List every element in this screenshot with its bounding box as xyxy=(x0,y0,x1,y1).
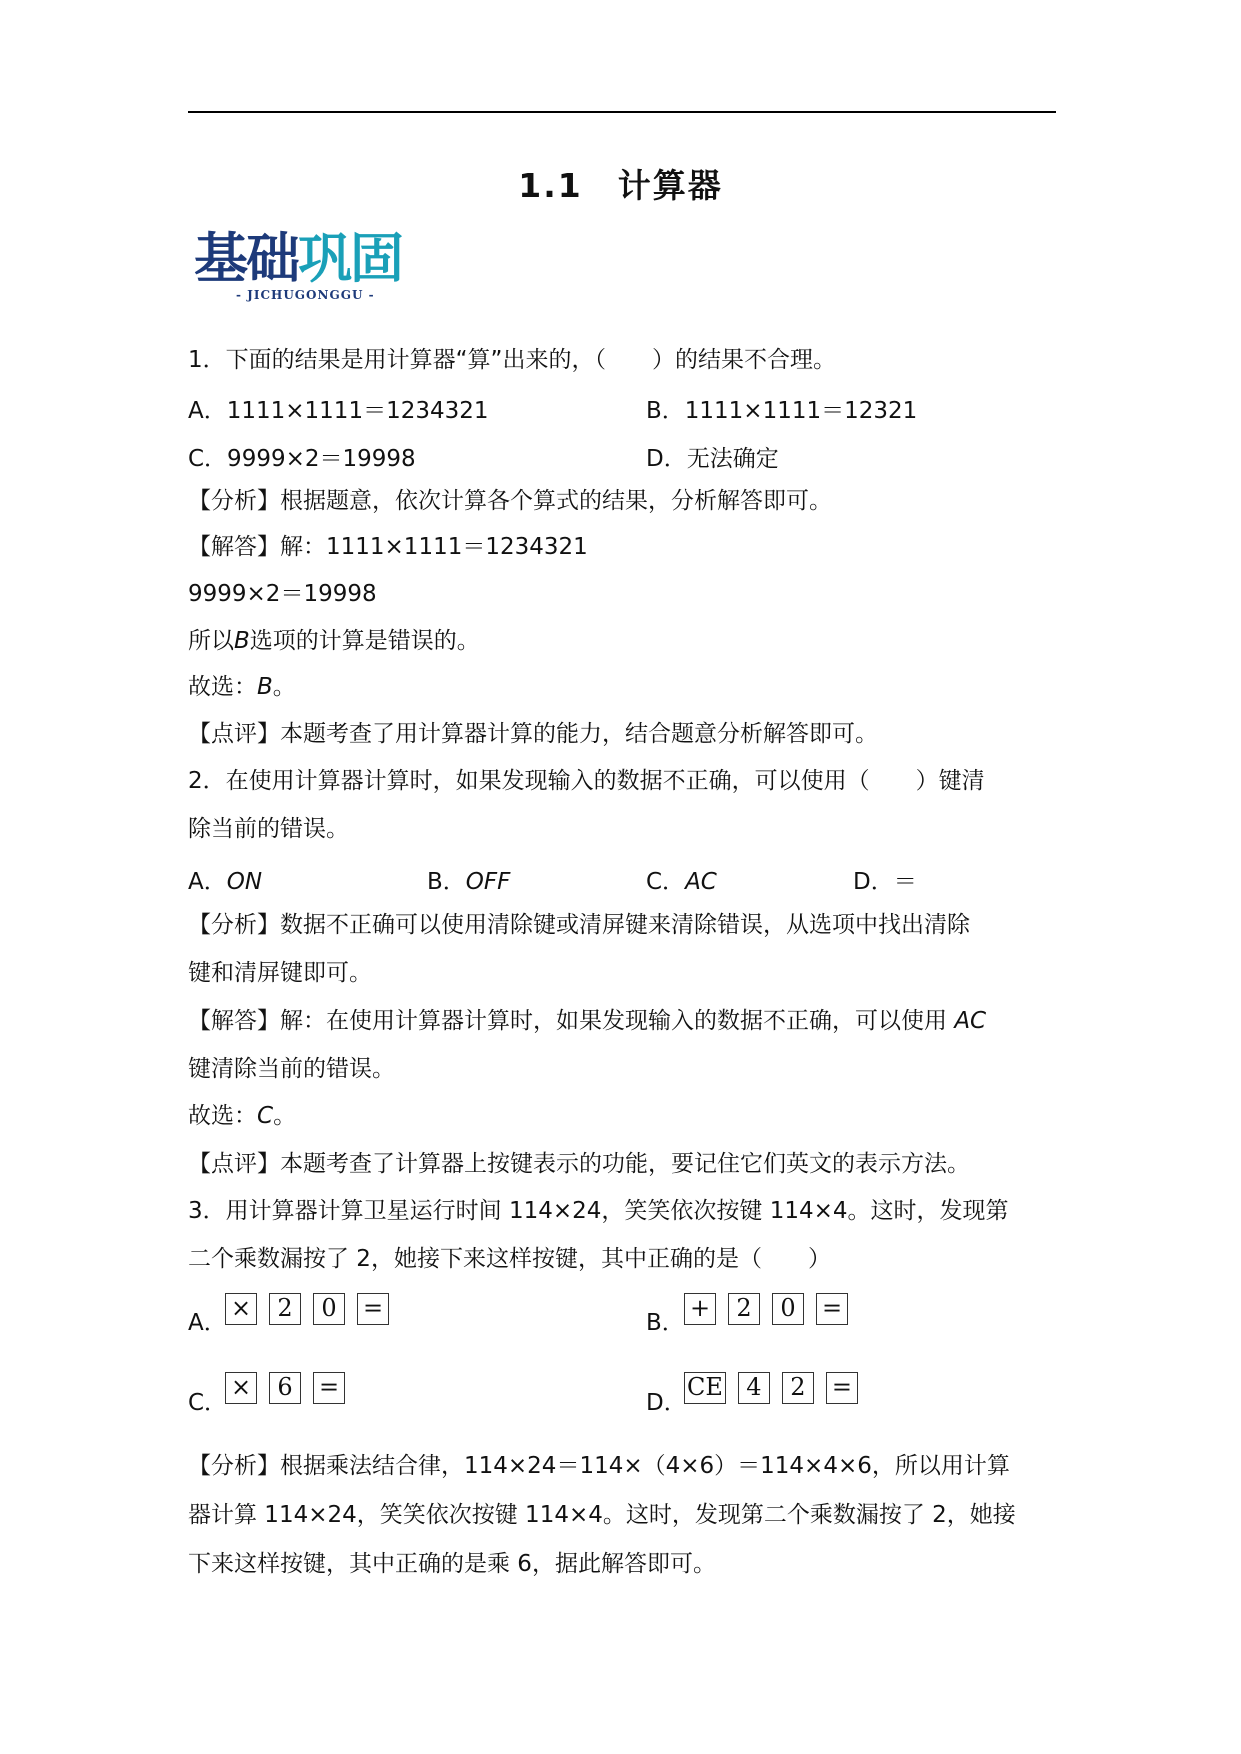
q1-answer-line-3: 所以B选项的计算是错误的。 xyxy=(188,628,480,654)
calculator-key: CE xyxy=(684,1372,726,1404)
q2-option-a: A．ON xyxy=(188,869,263,895)
q1-review: 【点评】本题考查了用计算器计算的能力，结合题意分析解答即可。 xyxy=(188,721,878,747)
calculator-key: = xyxy=(357,1293,389,1325)
q2-analysis-line-2: 键和清屏键即可。 xyxy=(188,960,372,986)
logo-text: 基础巩固 xyxy=(194,227,402,290)
q1-option-c: C．9999×2＝19998 xyxy=(188,446,416,472)
calculator-key: = xyxy=(816,1293,848,1325)
q1-option-a: A．1111×1111＝1234321 xyxy=(188,398,489,424)
calculator-key: × xyxy=(225,1372,257,1404)
q1-answer-line-2: 9999×2＝19998 xyxy=(188,581,377,607)
calculator-key: × xyxy=(225,1293,257,1325)
q1-stem: 1．下面的结果是用计算器“算”出来的，（ ）的结果不合理。 xyxy=(188,347,836,373)
q3-option-a-label: A． xyxy=(188,1310,227,1336)
q1-choice: 故选：B。 xyxy=(188,674,296,700)
q2-stem-line-1: 2．在使用计算器计算时，如果发现输入的数据不正确，可以使用（ ）键清 xyxy=(188,768,985,794)
q2-choice: 故选：C。 xyxy=(188,1103,297,1129)
q3-option-b-label: B． xyxy=(646,1310,685,1336)
q3-option-d-keys xyxy=(684,1372,870,1404)
section-logo xyxy=(194,227,426,304)
q2-stem-line-2: 除当前的错误。 xyxy=(188,816,349,842)
q1-option-d: D．无法确定 xyxy=(646,446,779,472)
q2-review: 【点评】本题考查了计算器上按键表示的功能，要记住它们英文的表示方法。 xyxy=(188,1151,970,1177)
calculator-key: 2 xyxy=(269,1293,301,1325)
q3-option-c-label: C． xyxy=(188,1390,228,1416)
calculator-key: = xyxy=(826,1372,858,1404)
q2-answer-line-2: 键清除当前的错误。 xyxy=(188,1056,395,1082)
q3-option-a-keys xyxy=(225,1293,401,1325)
q1-option-b: B．1111×1111＝12321 xyxy=(646,398,918,424)
q3-stem-line-1: 3．用计算器计算卫星运行时间 114×24，笑笑依次按键 114×4。这时，发现第 xyxy=(188,1198,1009,1224)
calculator-key: 4 xyxy=(738,1372,770,1404)
q3-analysis-line-2: 器计算 114×24，笑笑依次按键 114×4。这时，发现第二个乘数漏按了 2，她接 xyxy=(188,1502,1016,1528)
header-rule xyxy=(188,111,1056,113)
q2-option-c: C．AC xyxy=(646,869,717,895)
q2-option-b: B．OFF xyxy=(427,869,511,895)
q1-analysis: 【分析】根据题意，依次计算各个算式的结果，分析解答即可。 xyxy=(188,488,832,514)
page-title: 1.1 计算器 xyxy=(518,166,723,205)
q3-analysis-line-3: 下来这样按键，其中正确的是乘 6，据此解答即可。 xyxy=(188,1551,716,1577)
q2-option-d: D．＝ xyxy=(853,869,917,895)
calculator-key: = xyxy=(313,1372,345,1404)
q2-answer-line-1: 【解答】解：在使用计算器计算时，如果发现输入的数据不正确，可以使用 AC xyxy=(188,1008,987,1034)
q3-option-d-label: D． xyxy=(646,1390,687,1416)
calculator-key: 6 xyxy=(269,1372,301,1404)
q2-analysis-line-1: 【分析】数据不正确可以使用清除键或清屏键来清除错误，从选项中找出清除 xyxy=(188,912,970,938)
q3-option-b-keys xyxy=(684,1293,860,1325)
calculator-key: + xyxy=(684,1293,716,1325)
logo-subtitle: - JICHUGONGGU - xyxy=(236,288,375,302)
q3-analysis-line-1: 【分析】根据乘法结合律，114×24＝114×（4×6）＝114×4×6，所以用计算 xyxy=(188,1453,1010,1479)
calculator-key: 0 xyxy=(313,1293,345,1325)
q3-option-c-keys xyxy=(225,1372,357,1404)
q1-answer-line-1: 【解答】解：1111×1111＝1234321 xyxy=(188,534,588,560)
calculator-key: 0 xyxy=(772,1293,804,1325)
calculator-key: 2 xyxy=(728,1293,760,1325)
calculator-key: 2 xyxy=(782,1372,814,1404)
q3-stem-line-2: 二个乘数漏按了 2，她接下来这样按键，其中正确的是（ ） xyxy=(188,1246,831,1272)
